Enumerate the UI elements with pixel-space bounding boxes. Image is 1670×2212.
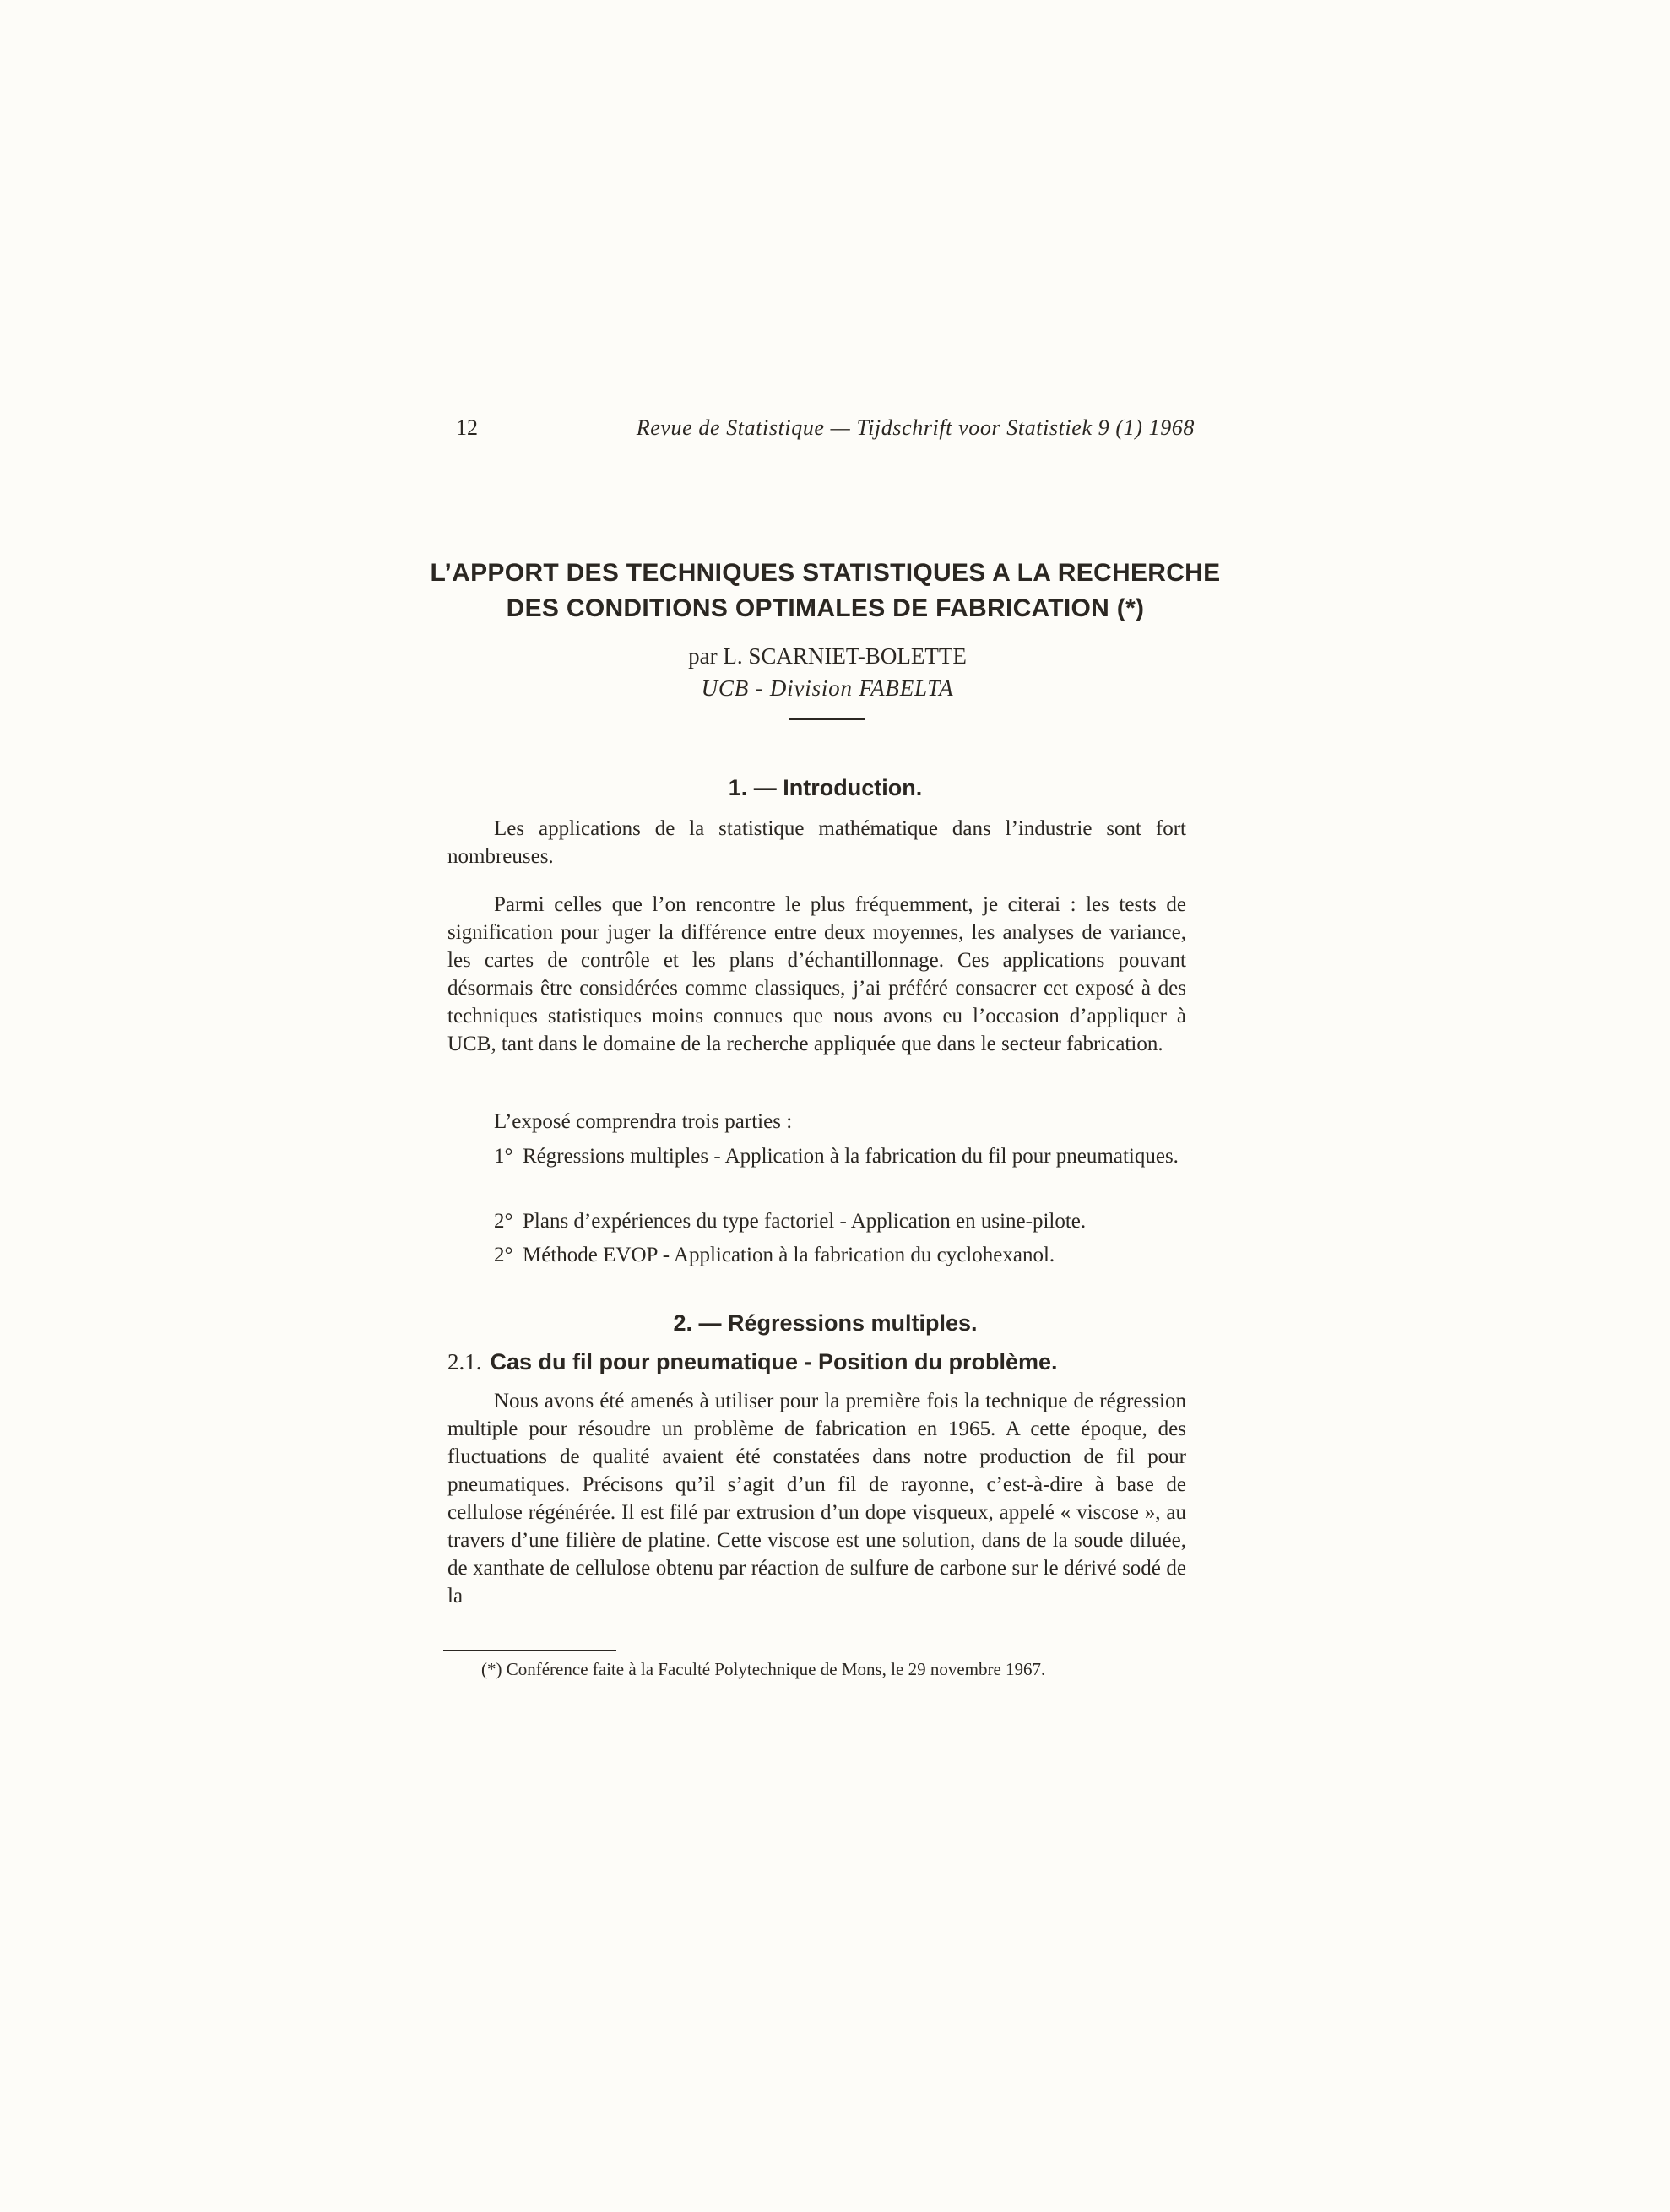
list-item-text: Plans d’expériences du type factoriel - Application en usine-pilote. bbox=[523, 1210, 1087, 1233]
intro-paragraph-2: Parmi celles que l’on rencontre le plus fréquemment, je citerai : les tests de signification pour juger la différence entre deux moyennes, les analyses de variance, les cartes de contrôle et les plans d’échantillonnage. Ces applications pouvant désormais être considérées comme classiques, j’ai préféré consacrer cet exposé à des techniques statistiques moins connues que nous avons eu l’occasion d’appliquer à UCB, tant dans le domaine de la recherche appliquée que dans le secteur fabrication. bbox=[447, 893, 1186, 1055]
subsection-number: 2.1. bbox=[447, 1349, 482, 1374]
list-item bbox=[494, 1142, 1186, 1170]
page-number: 12 bbox=[456, 415, 478, 440]
running-head bbox=[456, 415, 1195, 449]
section-1-heading: 1. — Introduction. bbox=[728, 775, 923, 800]
list-item-number: 1° bbox=[494, 1145, 513, 1168]
title-separator bbox=[789, 718, 865, 720]
list-item bbox=[494, 1207, 1186, 1235]
article-title bbox=[397, 556, 1254, 626]
footnote: (*) Conférence faite à la Faculté Polytechnique de Mons, le 29 novembre 1967. bbox=[481, 1659, 1046, 1679]
title-line-1: L’APPORT DES TECHNIQUES STATISTIQUES A LA RECHERCHE bbox=[430, 559, 1221, 587]
list-item-number: 2° bbox=[494, 1244, 513, 1266]
subsection-title: Cas du fil pour pneumatique - Position du problème. bbox=[490, 1349, 1058, 1374]
footnote-separator bbox=[443, 1650, 616, 1651]
author-affiliation: UCB - Division FABELTA bbox=[701, 675, 954, 701]
list-item-text: Régressions multiples - Application à la fabrication du fil pour pneumatiques. bbox=[523, 1145, 1179, 1168]
journal-title: Revue de Statistique — Tijdschrift voor Statistiek 9 (1) 1968 bbox=[636, 415, 1195, 440]
list-intro: L’exposé comprendra trois parties : bbox=[494, 1110, 793, 1133]
subsection-2-1-heading bbox=[447, 1349, 1186, 1375]
title-line-2: DES CONDITIONS OPTIMALES DE FABRICATION (*) bbox=[506, 594, 1145, 622]
list-item bbox=[494, 1241, 1186, 1269]
author-block bbox=[507, 640, 1148, 704]
author-byline: par L. SCARNIET-BOLETTE bbox=[688, 643, 967, 669]
section-2-heading: 2. — Régressions multiples. bbox=[673, 1310, 978, 1336]
section-2-paragraph-1: Nous avons été amenés à utiliser pour la première fois la technique de régression multiple pour résoudre un problème de fabrication en 1965. A cette époque, des fluctuations de qualité avaient été constatées dans notre production de fil pour pneumatiques. Précisons qu’il s’agit d’un fil de rayonne, c’est-à-dire à base de cellulose régénérée. Il est filé par extrusion d’un dope visqueux, appelé « viscose », au travers d’une filière de platine. Cette viscose est une solution, dans de la soude diluée, de xanthate de cellulose obtenu par réaction de sulfure de carbone sur le dérivé sodé de la bbox=[447, 1390, 1186, 1607]
list-item-text: Méthode EVOP - Application à la fabrication du cyclohexanol. bbox=[523, 1244, 1055, 1266]
intro-paragraph-1: Les applications de la statistique mathématique dans l’industrie sont fort nombreuses. bbox=[447, 817, 1186, 868]
list-item-number: 2° bbox=[494, 1210, 513, 1233]
